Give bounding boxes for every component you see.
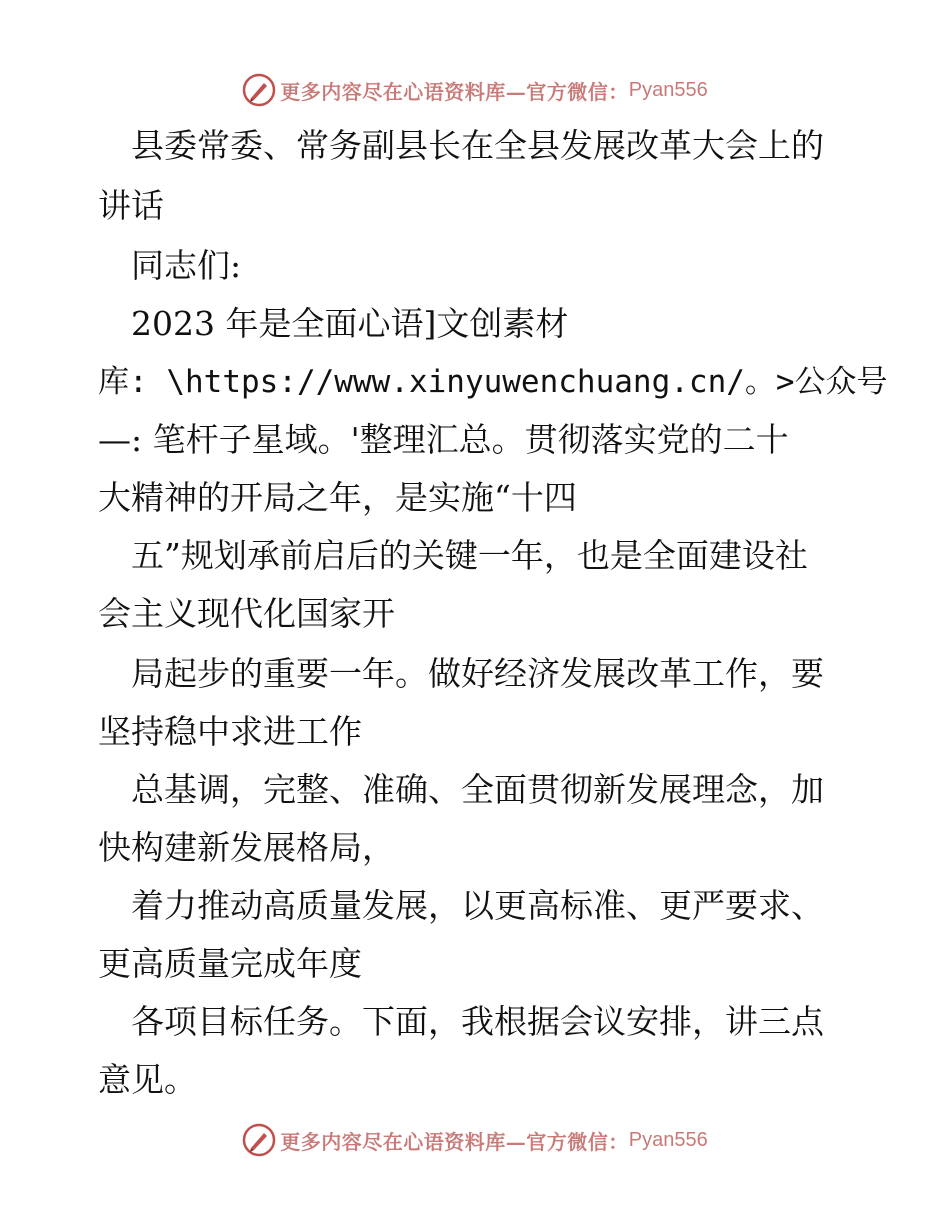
paragraph-line-url: 库: \https://www.xinyuwenchuang.cn/。>公众号 (98, 364, 888, 400)
paragraph-line: 意见。 (98, 1060, 197, 1099)
paragraph-line: 快构建新发展格局， (98, 828, 395, 867)
paragraph-line: 着力推动高质量发展，以更高标准、更严要求、 (98, 886, 824, 925)
title-line-1: 县委常委、常务副县长在全县发展改革大会上的 (98, 126, 824, 165)
paragraph-line: 局起步的重要一年。做好经济发展改革工作，要 (98, 654, 824, 693)
paragraph-line: 总基调，完整、准确、全面贯彻新发展理念，加 (98, 770, 824, 809)
paragraph-line: 大精神的开局之年，是实施“十四 (98, 478, 577, 517)
paragraph-line: 2023 年是全面心语]文创素材 (98, 304, 569, 343)
salutation: 同志们: (98, 246, 242, 285)
paragraph-line: 五”规划承前启后的关键一年，也是全面建设社 (98, 536, 808, 575)
watermark-text: 更多内容尽在心语资料库—官方微信： (280, 79, 629, 104)
title-line-2: 讲话 (98, 186, 164, 225)
pen-logo-icon (242, 1123, 276, 1157)
watermark-text: 更多内容尽在心语资料库—官方微信： (280, 1129, 629, 1154)
paragraph-line: 各项目标任务。下面，我根据会议安排，讲三点 (98, 1002, 824, 1041)
paragraph-line: 会主义现代化国家开 (98, 594, 395, 633)
paragraph-line: —: 笔杆子星域。'整理汇总。贯彻落实党的二十 (98, 420, 789, 459)
watermark-wechat-id: Pyan556 (628, 1128, 708, 1151)
watermark-wechat-id: Pyan556 (628, 78, 708, 101)
paragraph-line: 更高质量完成年度 (98, 944, 362, 983)
paragraph-line: 坚持稳中求进工作 (98, 712, 362, 751)
watermark-footer (0, 1122, 950, 1158)
